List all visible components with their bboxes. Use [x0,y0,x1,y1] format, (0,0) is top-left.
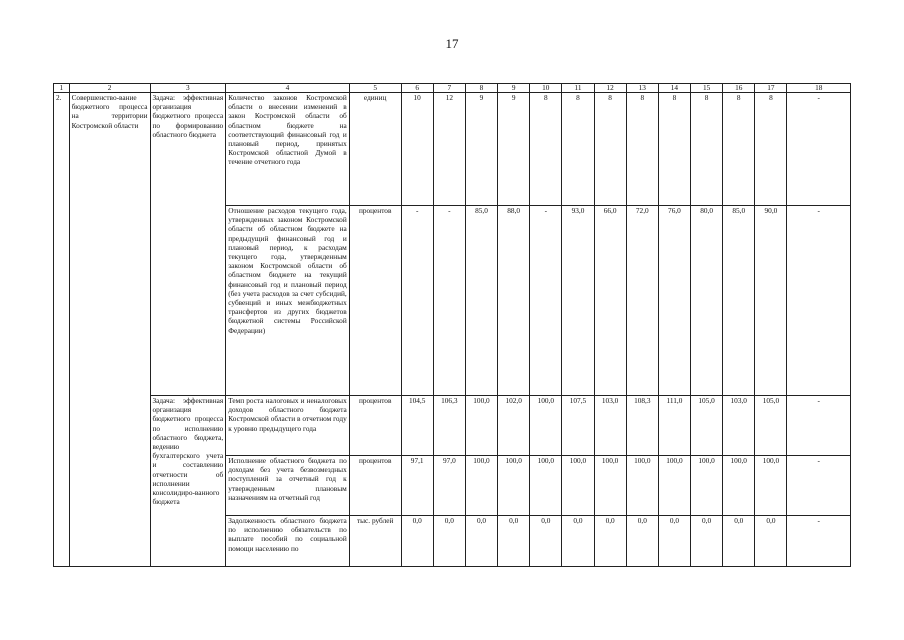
value-cell: 100,0 [755,456,787,516]
value-cell: - [401,206,433,396]
header-cell: 4 [226,84,349,93]
value-cell: 103,0 [594,396,626,456]
value-cell: 8 [658,93,690,206]
value-cell: 0,0 [401,516,433,567]
header-cell: 13 [626,84,658,93]
table-row [54,396,851,456]
header-cell: 1 [54,84,70,93]
indicator-name: Темп роста налоговых и неналоговых доходов областного бюджета Костромской области в отчетном году к уровню предыдущего года [226,396,349,456]
value-cell: 85,0 [465,206,497,396]
value-cell: 100,0 [658,456,690,516]
value-cell: 100,0 [626,456,658,516]
header-cell: 14 [658,84,690,93]
value-cell: 100,0 [465,456,497,516]
indicator-name: Задолженность областного бюджета по исполнению обязательств по выплате пособий по социальной помощи населению по [226,516,349,567]
value-cell: 100,0 [562,456,594,516]
value-cell: 105,0 [755,396,787,456]
value-cell: 108,3 [626,396,658,456]
value-cell: 0,0 [465,516,497,567]
value-cell: 100,0 [465,396,497,456]
value-cell: 100,0 [691,456,723,516]
value-cell: 66,0 [594,206,626,396]
header-cell: 10 [530,84,562,93]
indicator-unit: единиц [349,93,401,206]
value-cell: 8 [626,93,658,206]
task-cell: Задача: эффективная организация бюджетного процесса по формированию областного бюджета [150,93,226,396]
table-row [54,93,851,206]
value-cell: 0,0 [658,516,690,567]
note-cell: - [787,93,851,206]
note-cell: - [787,206,851,396]
value-cell: 107,5 [562,396,594,456]
value-cell: 100,0 [594,456,626,516]
header-cell: 17 [755,84,787,93]
value-cell: 97,1 [401,456,433,516]
value-cell: 0,0 [530,516,562,567]
header-cell: 3 [150,84,226,93]
header-cell: 5 [349,84,401,93]
value-cell: 0,0 [755,516,787,567]
table-header-row [54,84,851,93]
value-cell: 8 [594,93,626,206]
value-cell: 105,0 [691,396,723,456]
value-cell: 97,0 [433,456,465,516]
indicator-unit: тыс. рублей [349,516,401,567]
value-cell: 8 [723,93,755,206]
value-cell: 100,0 [498,456,530,516]
note-cell: - [787,396,851,456]
value-cell: - [530,206,562,396]
value-cell: 100,0 [723,456,755,516]
header-cell: 18 [787,84,851,93]
value-cell: 8 [530,93,562,206]
header-cell: 11 [562,84,594,93]
value-cell: 88,0 [498,206,530,396]
indicator-name: Исполнение областного бюджета по доходам без учета безвозмездных поступлений за отчетный год к утвержденным плановым назначениям на отчетный год [226,456,349,516]
indicator-unit: процентов [349,396,401,456]
header-cell: 8 [465,84,497,93]
value-cell: 76,0 [658,206,690,396]
value-cell: 0,0 [723,516,755,567]
program-name: Совершенство-вание бюджетного процесса на территории Костромской области [69,93,150,567]
value-cell: 9 [498,93,530,206]
note-cell: - [787,456,851,516]
value-cell: 102,0 [498,396,530,456]
value-cell: 111,0 [658,396,690,456]
value-cell: 100,0 [530,396,562,456]
value-cell: 103,0 [723,396,755,456]
value-cell: 0,0 [691,516,723,567]
header-cell: 15 [691,84,723,93]
value-cell: 104,5 [401,396,433,456]
value-cell: 0,0 [626,516,658,567]
header-cell: 16 [723,84,755,93]
note-cell: - [787,516,851,567]
value-cell: 0,0 [594,516,626,567]
task-cell: Задача: эффективная организация бюджетного процесса по исполнению областного бюджета, ведению бухгалтерского учета и составлению отчетности об исполнении консолидиро-ванного бюджета [150,396,226,567]
value-cell: - [433,206,465,396]
value-cell: 100,0 [530,456,562,516]
value-cell: 8 [691,93,723,206]
value-cell: 106,3 [433,396,465,456]
value-cell: 90,0 [755,206,787,396]
value-cell: 8 [755,93,787,206]
value-cell: 0,0 [498,516,530,567]
row-number: 2. [54,93,70,567]
indicator-name: Отношение расходов текущего года, утвержденных законом Костромской области об областном бюджете на предыдущий финансовый год и плановый период, к расходам текущего года, утвержденным законом Костромской области об областном бюджете на текущий финансовый год и плановый период (без учета расходов за счет субсидий, субвенций и иных межбюджетных трансфертов из других бюджетов бюджетной системы Российской Федерации) [226,206,349,396]
value-cell: 0,0 [433,516,465,567]
value-cell: 93,0 [562,206,594,396]
value-cell: 8 [562,93,594,206]
header-cell: 6 [401,84,433,93]
value-cell: 0,0 [562,516,594,567]
header-cell: 7 [433,84,465,93]
indicator-unit: процентов [349,206,401,396]
value-cell: 85,0 [723,206,755,396]
header-cell: 9 [498,84,530,93]
header-cell: 12 [594,84,626,93]
value-cell: 9 [465,93,497,206]
value-cell: 12 [433,93,465,206]
indicator-unit: процентов [349,456,401,516]
indicator-name: Количество законов Костромской области о внесении изменений в закон Костромской области об областном бюджете на соответствующий финансовый год и плановый период, принятых Костромской областной Думой в течение отчетного года [226,93,349,206]
header-cell: 2 [69,84,150,93]
value-cell: 72,0 [626,206,658,396]
page-number: 17 [445,36,459,51]
value-cell: 10 [401,93,433,206]
value-cell: 80,0 [691,206,723,396]
indicators-table [53,83,851,567]
